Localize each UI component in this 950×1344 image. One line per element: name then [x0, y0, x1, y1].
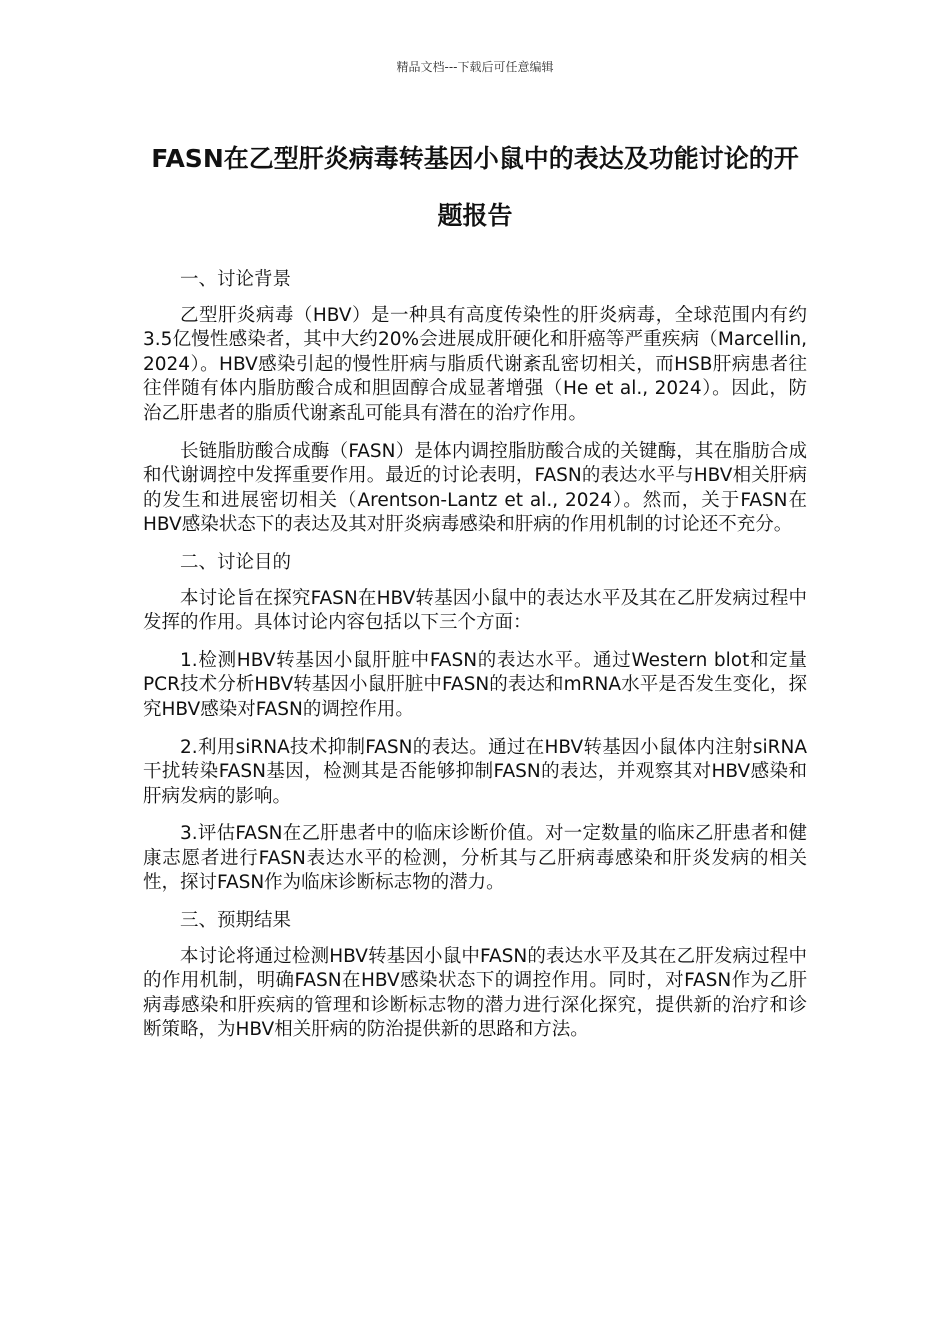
list-item-purpose-2: 2.利用siRNA技术抑制FASN的表达。通过在HBV转基因小鼠体内注射siRNA干扰转染FASN基因，检测其是否能够抑制FASN的表达，并观察其对HBV感染和肝病发病的影响。 — [143, 736, 807, 807]
paragraph-purpose-intro: 本讨论旨在探究FASN在HBV转基因小鼠中的表达水平及其在乙肝发病过程中发挥的作用。具体讨论内容包括以下三个方面： — [143, 587, 807, 634]
list-item-purpose-3: 3.评估FASN在乙肝患者中的临床诊断价值。对一定数量的临床乙肝患者和健康志愿者进行FASN表达水平的检测，分析其与乙肝病毒感染和肝炎发病的相关性，探讨FASN作为临床诊断标志物的潜力。 — [143, 823, 807, 894]
document-body — [143, 268, 807, 1056]
page-header: 精品文档---下载后可任意编辑 — [396, 60, 554, 74]
list-item-purpose-1: 1.检测HBV转基因小鼠肝脏中FASN的表达水平。通过Western blot和定量PCR技术分析HBV转基因小鼠肝脏中FASN的表达和mRNA水平是否发生变化，探究HBV感染对FASN的调控作用。 — [143, 649, 807, 720]
section-heading-expected-results: 三、预期结果 — [180, 910, 292, 932]
section-heading-purpose: 二、讨论目的 — [180, 551, 292, 573]
document-title: FASN在乙型肝炎病毒转基因小鼠中的表达及功能讨论的开题报告 — [151, 144, 799, 230]
section-heading-background: 一、讨论背景 — [180, 269, 292, 290]
paragraph-expected-results: 本讨论将通过检测HBV转基因小鼠中FASN的表达水平及其在乙肝发病过程中的作用机制，明确FASN在HBV感染状态下的调控作用。同时，对FASN作为乙肝病毒感染和肝疾病的管理和诊断标志物的潜力进行深化探究，提供新的治疗和诊断策略，为HBV相关肝病的防治提供新的思路和方法。 — [143, 945, 807, 1041]
paragraph-background-1: 乙型肝炎病毒（HBV）是一种具有高度传染性的肝炎病毒，全球范围内有约3.5亿慢性感染者，其中大约20%会进展成肝硬化和肝癌等严重疾病（Marcellin, 2024）。HBV感染引起的慢性肝病与脂质代谢紊乱密切相关，而HSB肝病患者往往伴随有体内脂肪酸合成和胆固醇合成显著增强（He et al., 2024）。因此，防治乙肝患者的脂质代谢紊乱可能具有潜在的治疗作用。 — [143, 304, 807, 424]
paragraph-background-2: 长链脂肪酸合成酶（FASN）是体内调控脂肪酸合成的关键酶，其在脂肪合成和代谢调控中发挥重要作用。最近的讨论表明，FASN的表达水平与HBV相关肝病的发生和进展密切相关（Arentson-Lantz et al., 2024）。然而，关于FASN在HBV感染状态下的表达及其对肝炎病毒感染和肝病的作用机制的讨论还不充分。 — [143, 440, 807, 536]
